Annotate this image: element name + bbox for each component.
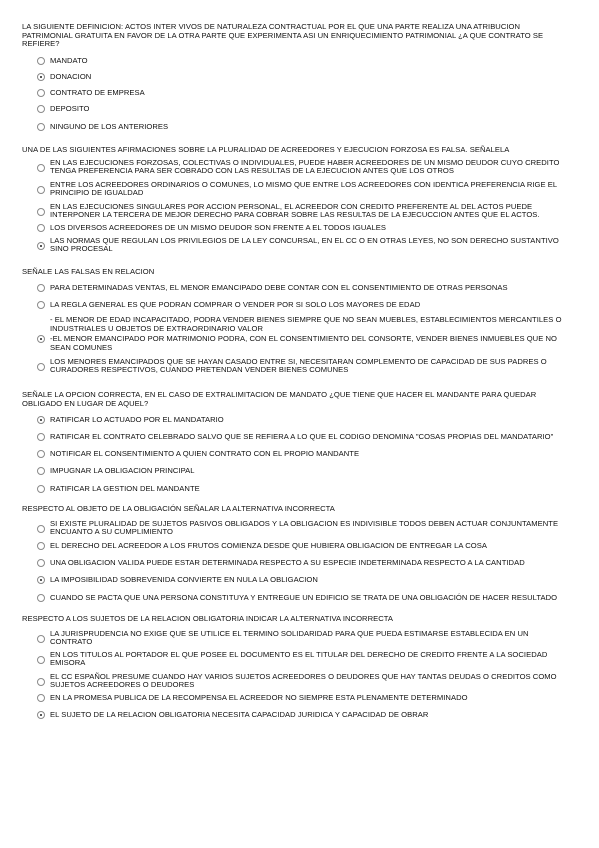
option-label: LAS NORMAS QUE REGULAN LOS PRIVILEGIOS DE LA LEY CONCURSAL, EN EL CC O EN OTRAS LEYES, NO SON DERECHO SUSTANTIVO SINO PROCESAL [50, 235, 559, 254]
radio-button[interactable] [37, 559, 45, 567]
radio-button[interactable] [37, 694, 45, 702]
radio-button[interactable] [37, 525, 45, 533]
option-label: RATIFICAR LA GESTION DEL MANDANTE [50, 484, 200, 494]
option-label: MANDATO [50, 55, 88, 65]
radio-button[interactable] [37, 123, 45, 131]
radio-button-selected[interactable] [37, 335, 45, 343]
radio-button[interactable] [37, 635, 45, 643]
radio-button[interactable] [37, 450, 45, 458]
option-label: ENTRE LOS ACREEDORES ORDINARIOS O COMUNES, LO MISMO QUE ENTRE LOS ACREEDORES CON IDENTICA PREFERENCIA RIGE EL PRINCIPIO DE IGUALDAD [50, 179, 557, 198]
question-5 [22, 504, 567, 602]
option-label: EL DERECHO DEL ACREEDOR A LOS FRUTOS COMIENZA DESDE QUE HUBIERA OBLIGACION DE ENTREGAR LA COSA [50, 540, 487, 550]
question-4 [22, 390, 567, 494]
question-3 [22, 267, 567, 375]
option-label: RATIFICAR LO ACTUADO POR EL MANDATARIO [50, 415, 224, 425]
radio-button-selected[interactable] [37, 73, 45, 81]
question-6 [22, 614, 567, 719]
option-label: CUANDO SE PACTA QUE UNA PERSONA CONSTITUYA Y ENTREGUE UN EDIFICIO SE TRATA DE UNA OBLIGACIÓN DE HACER RESULTADO [50, 592, 558, 602]
question-text: SEÑALE LA OPCION CORRECTA, EN EL CASO DE EXTRALIMITACION DE MANDATO ¿QUE TIENE QUE HACER EL MANDANTE PARA QUEDAR OBLIGADO EN LUGAR DE AQUEL? [22, 390, 537, 408]
option-label: LOS MENORES EMANCIPADOS QUE SE HAYAN CASADO ENTRE SI, NECESITARAN COMPLEMENTO DE CAPACIDAD DE SUS PADRES O CURADORES RESPECTIVOS, CUANDO PRETENDAN VENDER BIENES COMUNES [50, 356, 547, 375]
radio-button[interactable] [37, 208, 45, 216]
radio-button-selected[interactable] [37, 711, 45, 719]
radio-button[interactable] [37, 542, 45, 550]
radio-button[interactable] [37, 89, 45, 97]
option-label: SI EXISTE PLURALIDAD DE SUJETOS PASIVOS OBLIGADOS Y LA OBLIGACION ES INDIVISIBLE TODOS DEBEN ACTUAR CONJUNTAMENTE ENCUANTO A SU CUMPLIMIENTO [50, 518, 559, 537]
radio-button[interactable] [37, 485, 45, 493]
option-label: LA IMPOSIBILIDAD SOBREVENIDA CONVIERTE EN NULA LA OBLIGACION [50, 574, 318, 584]
question-2 [22, 145, 567, 254]
option-label: LOS DIVERSOS ACREEDORES DE UN MISMO DEUDOR SON FRENTE A EL TODOS IGUALES [50, 222, 386, 232]
radio-button[interactable] [37, 224, 45, 232]
question-text: UNA DE LAS SIGUIENTES AFIRMACIONES SOBRE LA PLURALIDAD DE ACREEDORES Y EJECUCION FORZOSA ES FALSA. SEÑALELA [22, 145, 510, 154]
option-label: CONTRATO DE EMPRESA [50, 87, 145, 97]
option-label: LA REGLA GENERAL ES QUE PODRAN COMPRAR O VENDER POR SI SOLO LOS MAYORES DE EDAD [50, 299, 421, 309]
option-label: DONACION [50, 71, 92, 81]
question-text: LA SIGUIENTE DEFINICION: ACTOS INTER VIVOS DE NATURALEZA CONTRACTUAL POR EL QUE UNA PARTE REALIZA UNA ATRIBUCION PATRIMONIAL GRATUITA EN FAVOR DE LA OTRA PARTE QUE EXPERIMENTA ASI UN ENRIQUECIMIENTO PATRIMONIAL ¿A QUE CONTRATO SE REFIERE? [22, 22, 544, 49]
option-label: EN LA PROMESA PUBLICA DE LA RECOMPENSA EL ACREEDOR NO SIEMPRE ESTA PLENAMENTE DETERMINADO [50, 692, 468, 702]
option-label: - EL MENOR DE EDAD INCAPACITADO, PODRA VENDER BIENES SIEMPRE QUE NO SEAN MUEBLES, ESTABLECIMIENTOS MERCANTILES O INDUSTRIALES U OBJETOS DE EXTRAORDINARIO VALOR -EL MENOR EMANCIPADO POR MATRIMONIO PODRA, CON EL CONSENTIMIENTO DEL CONSORTE, VENDER BIENES INMUEBLES QUE NO SEAN COMUNES [50, 314, 562, 353]
radio-button[interactable] [37, 433, 45, 441]
option-label: RATIFICAR EL CONTRATO CELEBRADO SALVO QUE SE REFIERA A LO QUE EL CODIGO DENOMINA "COSAS PROPIAS DEL MANDATARIO" [50, 432, 554, 442]
question-text: RESPECTO A LOS SUJETOS DE LA RELACION OBLIGATORIA INDICAR LA ALTERNATIVA INCORRECTA [22, 614, 393, 623]
radio-button[interactable] [37, 164, 45, 172]
option-label: LA JURISPRUDENCIA NO EXIGE QUE SE UTILICE EL TERMINO SOLIDARIDAD PARA QUE PUEDA ESTIMARSE ESTABLECIDA EN UN CONTRATO [50, 628, 529, 647]
radio-button[interactable] [37, 301, 45, 309]
option-label: EN LAS EJECUCIONES SINGULARES POR ACCION PERSONAL, EL ACREEDOR CON CREDITO PREFERENTE AL DEL ACTOS PUEDE INTERPONER LA TERCERA DE MEJOR DERECHO PARA COBRAR SOBRE LAS RESULTAS DE LA EJECUCCION ANTES QUE EL ACTOS. [50, 201, 540, 220]
option-label: PARA DETERMINADAS VENTAS, EL MENOR EMANCIPADO DEBE CONTAR CON EL CONSENTIMIENTO DE OTRAS PERSONAS [50, 282, 508, 292]
radio-button[interactable] [37, 105, 45, 113]
option-label: IMPUGNAR LA OBLIGACION PRINCIPAL [50, 466, 195, 476]
radio-button-selected[interactable] [37, 242, 45, 250]
radio-button[interactable] [37, 186, 45, 194]
question-text: RESPECTO AL OBJETO DE LA OBLIGACIÓN SEÑALAR LA ALTERNATIVA INCORRECTA [22, 504, 335, 513]
option-label: DEPOSITO [50, 103, 90, 113]
option-label: EN LOS TITULOS AL PORTADOR EL QUE POSEE EL DOCUMENTO ES EL TITULAR DEL DERECHO DE CREDITO FRENTE A LA SOCIEDAD EMISORA [50, 649, 548, 668]
option-label: EL CC ESPAÑOL PRESUME CUANDO HAY VARIOS SUJETOS ACREEDORES O DEUDORES QUE HAY TANTAS DEUDAS O CREDITOS COMO SUJETOS ACREEDORES O DEUDORES [50, 671, 557, 690]
option-label: NOTIFICAR EL CONSENTIMIENTO A QUIEN CONTRATO CON EL PROPIO MANDANTE [50, 449, 360, 459]
question-text: SEÑALE LAS FALSAS EN RELACION [22, 267, 155, 276]
question-1 [22, 22, 567, 131]
radio-button[interactable] [37, 594, 45, 602]
radio-button[interactable] [37, 656, 45, 664]
radio-button[interactable] [37, 678, 45, 686]
option-label: UNA OBLIGACION VALIDA PUEDE ESTAR DETERMINADA RESPECTO A SU ESPECIE INDETERMINADA RESPECTO A LA CANTIDAD [50, 557, 525, 567]
option-label: EN LAS EJECUCIONES FORZOSAS, COLECTIVAS O INDIVIDUALES, PUEDE HABER ACREEDORES DE UN MISMO DEUDOR CUYO CREDITO TENGA PREFERENCIA PARA SER COBRADO CON LAS RESULTAS DE LA EJECUCION ANTES QUE LOS OTROS [50, 157, 560, 176]
radio-button[interactable] [37, 57, 45, 65]
radio-button-selected[interactable] [37, 576, 45, 584]
option-label: NINGUNO DE LOS ANTERIORES [50, 121, 169, 131]
option-label: EL SUJETO DE LA RELACION OBLIGATORIA NECESITA CAPACIDAD JURIDICA Y CAPACIDAD DE OBRAR [50, 709, 429, 719]
radio-button-selected[interactable] [37, 416, 45, 424]
radio-button[interactable] [37, 363, 45, 371]
radio-button[interactable] [37, 467, 45, 475]
radio-button[interactable] [37, 284, 45, 292]
